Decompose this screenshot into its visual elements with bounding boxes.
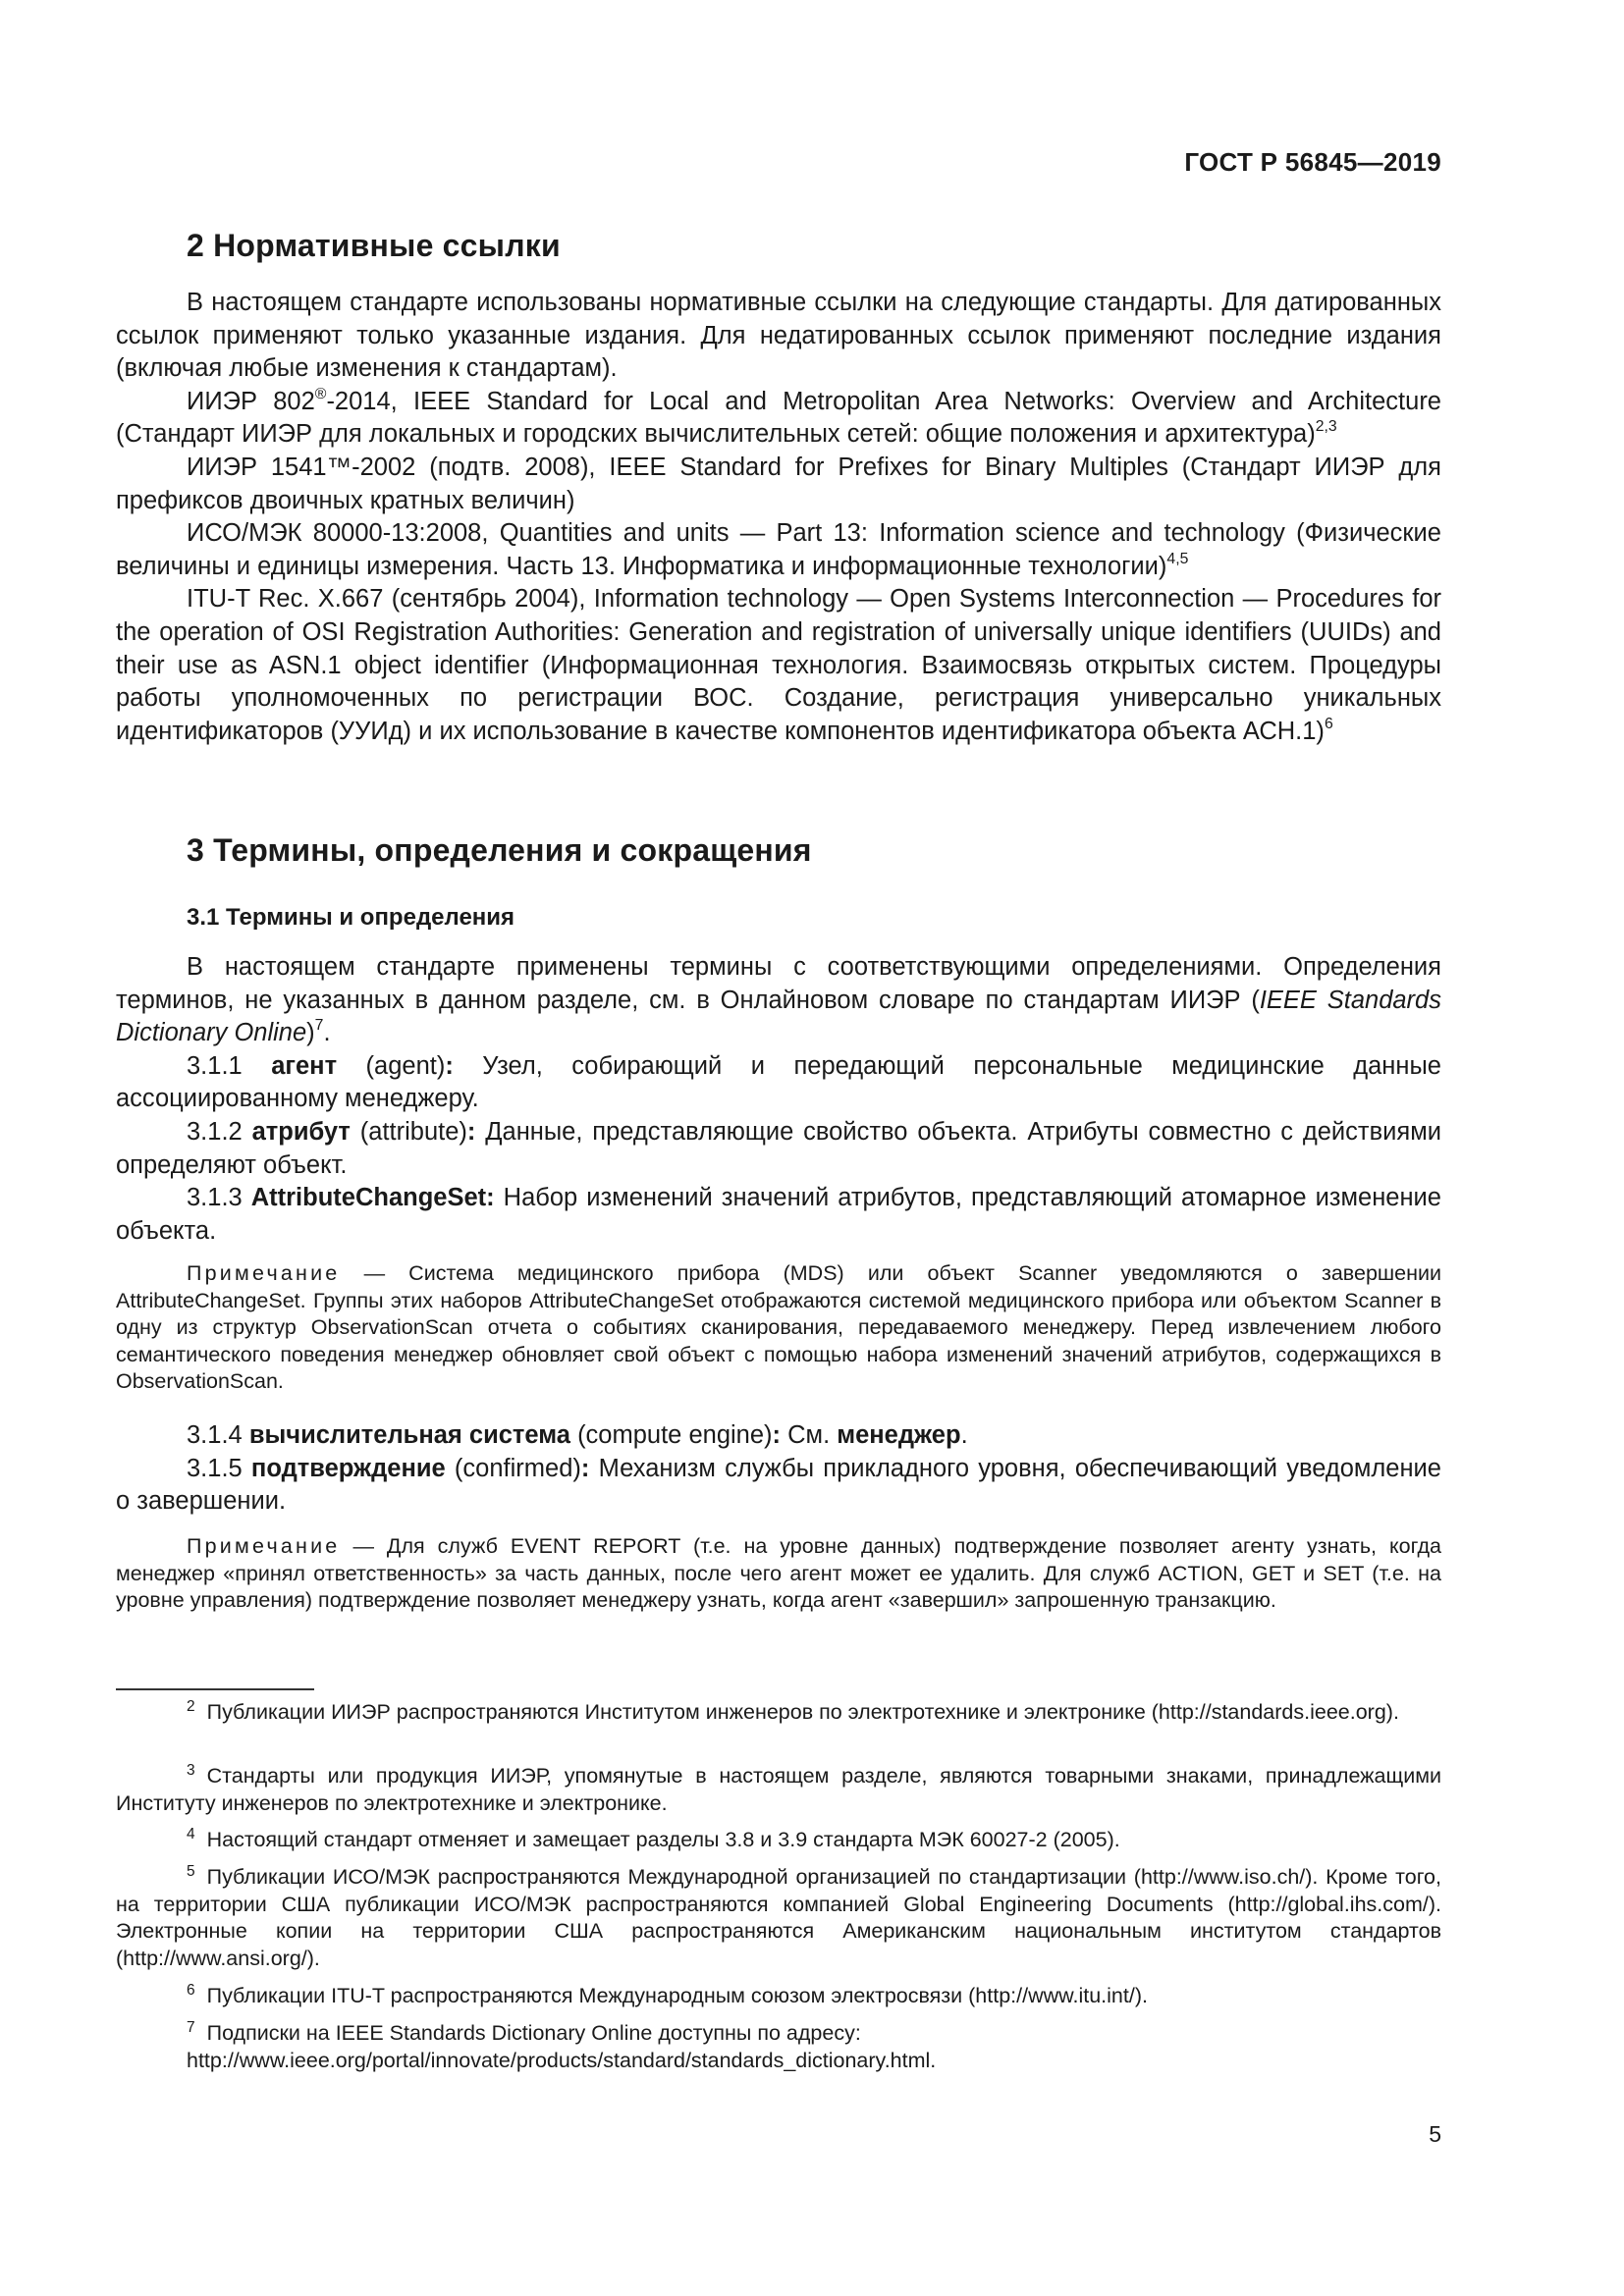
note-label: Примечание [187, 1261, 341, 1285]
section-2-body [116, 287, 1441, 748]
document-page [116, 0, 1441, 2296]
note-1 [116, 1260, 1441, 1396]
section-2-title: 2 Нормативные ссылки [187, 228, 561, 263]
term-confirmed: 3.1.5 подтверждение (confirmed): Механизм службы прикладного уровня, обеспечивающий уведомление о завершении. [116, 1454, 1441, 1516]
footnote-5: $^5$ Публикации ИСО/МЭК распространяются Международной организацией по стандартизации (http://www.iso.ch/). Кроме того, на территории США публикации ИСО/МЭК распространяются компанией Global Engineering Documents (http://global.ihs.com/). Электронные копии на территории США распространяются Американским национальным институтом стандартов (http://www.ansi.org/). [116, 1863, 1441, 1970]
term-agent: 3.1.1 агент (agent): Узел, собирающий и передающий персональные медицинские данные ассоциированному менеджеру. [116, 1051, 1441, 1113]
reference-itu-x667: ITU-T Rec. X.667 (сентябрь 2004), Information technology — Open Systems Interconnection — Procedures for the operation of OSI Registration Authorities: Generation and registration of universally unique identifiers (UUIDs) and their use as ASN.1 object identifier (Информационная технология. Взаимосвязь открытых систем. Процедуры работы уполномоченных по регистрации ВОС. Создание, регистрация универсально уникальных идентификаторов (УУИд) и их использование в качестве компонентов идентификатора объекта АСН.1)$^6$ [116, 585, 1441, 745]
footnote-7: $^7$ Подписки на IEEE Standards Dictionary Online доступны по адресу: [187, 2019, 861, 2045]
footnotes-7 [116, 2020, 1441, 2074]
subsection-3-1 [116, 904, 1441, 932]
reference-iso-80000: ИСО/МЭК 80000-13:2008, Quantities and units — Part 13: Information science and technology (Физические величины и единицы измерения. Часть 13. Информатика и информационные технологии)$^{4,5}$ [116, 519, 1441, 580]
footnote-3: $^3$ Стандарты или продукция ИИЭР, упомянутые в настоящем разделе, являются товарными знаками, принадлежащими Институту инженеров по электротехнике и электронике. [116, 1762, 1441, 1815]
subsection-3-1-title: 3.1 Термины и определения [187, 904, 515, 931]
footnotes-5 [116, 1864, 1441, 1972]
section-3 [116, 832, 1441, 869]
footnote-7-url: http://www.ieee.org/portal/innovate/products/standard/standards_dictionary.html. [187, 2048, 937, 2072]
section-2 [116, 228, 1441, 264]
note-2 [116, 1533, 1441, 1615]
terms-body [116, 951, 1441, 1248]
document-header: ГОСТ Р 56845—2019 [1184, 147, 1441, 177]
term-attribute-change-set: 3.1.3 AttributeChangeSet: Набор изменений значений атрибутов, представляющий атомарное изменение объекта. [116, 1184, 1441, 1245]
footnotes [116, 1699, 1441, 1727]
page-number: 5 [1429, 2121, 1441, 2147]
footnotes-4 [116, 1827, 1441, 1854]
footnote-4: $^4$ Настоящий стандарт отменяет и замещает разделы 3.8 и 3.9 стандарта МЭК 60027-2 (2005). [187, 1826, 1120, 1851]
reference-ieee-802: ИИЭР 802®-2014, IEEE Standard for Local and Metropolitan Area Networks: Overview and Architecture (Стандарт ИИЭР для локальных и городских вычислительных сетей: общие положения и архитектура)$^{2,3}$ [116, 385, 1441, 449]
note-attribute-change-set: Примечание — Система медицинского прибора (MDS) или объект Scanner уведомляются о завершении AttributeChangeSet. Группы этих наборов AttributeChangeSet отображаются системой медицинского прибора или объектом Scanner в одну из структур ObservationScan отчета о событиях сканирования, передаваемого менеджеру. Перед извлечением любого семантического поведения менеджер обновляет свой объект с помощью набора изменений значений атрибутов, содержащихся в ObservationScan. [116, 1261, 1441, 1393]
footnotes-3 [116, 1763, 1441, 1817]
section-3-title: 3 Термины, определения и сокращения [187, 832, 812, 868]
footnote-6: $^6$ Публикации ITU-T распространяются Международным союзом электросвязи (http://www.itu.int/). [187, 1982, 1148, 2007]
note-confirmed: Примечание — Для служб EVENT REPORT (т.е. на уровне данных) подтверждение позволяет агенту узнать, когда менеджер «принял ответственность» за часть данных, после чего агент может ее удалить. Для служб ACTION, GET и SET (т.е. на уровне управления) подтверждение позволяет менеджеру узнать, когда агент «завершил» запрошенную транзакцию. [116, 1534, 1441, 1612]
footnotes-6 [116, 1983, 1441, 2010]
footnote-2: $^2$ Публикации ИИЭР распространяются Институтом инженеров по электротехнике и электронике (http://standards.ieee.org). [187, 1698, 1399, 1724]
term-compute-engine: 3.1.4 вычислительная система (compute engine): См. менеджер. [187, 1421, 968, 1449]
note-label: Примечание [187, 1534, 341, 1558]
reference-ieee-1541: ИИЭР 1541™-2002 (подтв. 2008), IEEE Standard for Prefixes for Binary Multiples (Стандарт ИИЭР для префиксов двоичных кратных величин) [116, 453, 1441, 514]
section-2-intro: В настоящем стандарте использованы нормативные ссылки на следующие стандарты. Для датированных ссылок применяют только указанные издания. Для недатированных ссылок применяют последние издания (включая любые изменения к стандартам). [116, 289, 1441, 383]
terms-body-2 [116, 1419, 1441, 1519]
term-attribute: 3.1.2 атрибут (attribute): Данные, представляющие свойство объекта. Атрибуты совместно с действиями определяют объект. [116, 1117, 1441, 1179]
footnote-separator [116, 1688, 314, 1690]
terms-intro: В настоящем стандарте применены термины с соответствующими определениями. Определения терминов, не указанных в данном разделе, см. в Онлайновом словаре по стандартам ИИЭР (IEEE Standards Dictionary Online)$^7$. [116, 953, 1441, 1047]
